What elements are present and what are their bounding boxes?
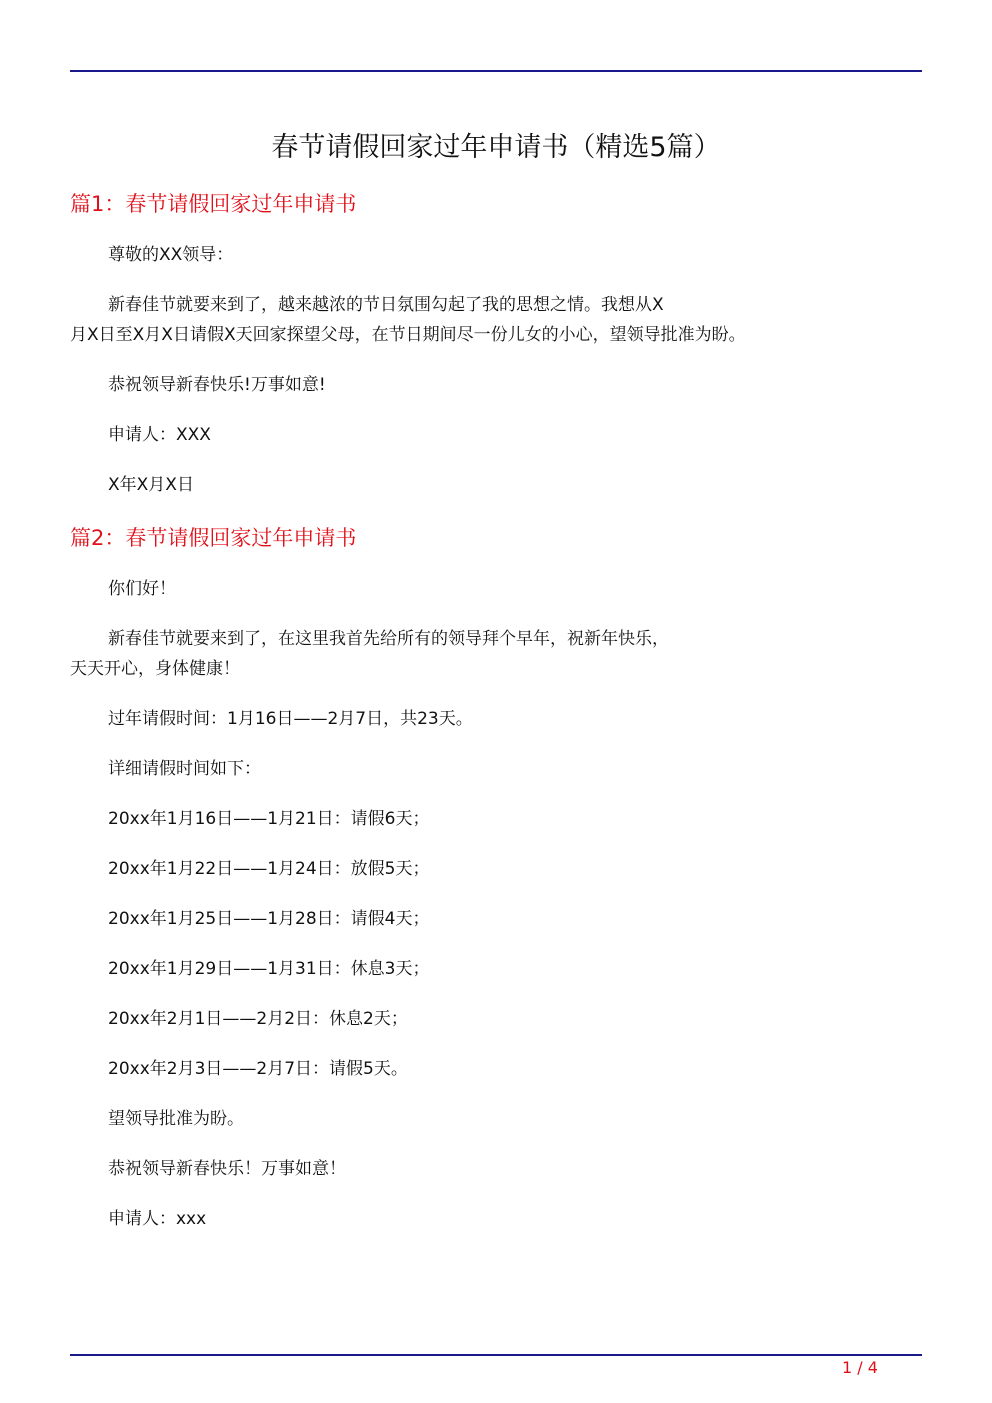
paragraph-text: 20xx年2月1日——2月2日：休息2天； (108, 1009, 408, 1029)
section-1-applicant (70, 420, 930, 450)
paragraph-text: 20xx年2月3日——2月7日：请假5天。 (108, 1059, 408, 1079)
footer-divider (70, 1354, 922, 1356)
paragraph-text: 申请人：XXX (108, 425, 211, 445)
page-indicator: 1 / 4 (842, 1358, 878, 1377)
paragraph-text: 尊敬的XX领导： (108, 245, 234, 265)
section-1-salutation (70, 240, 930, 270)
section-1-greeting (70, 370, 930, 400)
paragraph-text: X年X月X日 (108, 475, 194, 495)
paragraph-text: 20xx年1月29日——1月31日：休息3天； (108, 959, 430, 979)
section-2-schedule-item (70, 1004, 930, 1034)
paragraph-text: 过年请假时间：1月16日——2月7日，共23天。 (108, 709, 473, 729)
paragraph-text: 20xx年1月25日——1月28日：请假4天； (108, 909, 430, 929)
paragraph-text: 申请人：xxx (108, 1209, 207, 1229)
section-1-date (70, 470, 930, 500)
paragraph-text: 详细请假时间如下： (108, 759, 261, 779)
section-2-applicant (70, 1204, 930, 1234)
paragraph-text: 新春佳节就要来到了，在这里我首先给所有的领导拜个早年，祝新年快乐， (108, 629, 669, 649)
paragraph-text: 20xx年1月16日——1月21日：请假6天； (108, 809, 430, 829)
paragraph-text: 新春佳节就要来到了，越来越浓的节日氛围勾起了我的思想之情。我想从X (108, 295, 664, 315)
section-2-leave-period (70, 704, 930, 734)
section-2-request (70, 1104, 930, 1134)
section-2-schedule-item (70, 804, 930, 834)
paragraph-text: 恭祝领导新春快乐！万事如意！ (108, 1159, 346, 1179)
section-2-schedule-item (70, 854, 930, 884)
section-2-schedule-item (70, 904, 930, 934)
section-1-body-line-2: 月X日至X月X日请假X天回家探望父母，在节日期间尽一份儿女的小心，望领导批准为盼。 (70, 325, 746, 345)
section-1-heading: 篇1：春节请假回家过年申请书 (70, 192, 357, 216)
section-2-salutation (70, 574, 930, 604)
paragraph-text: 20xx年1月22日——1月24日：放假5天； (108, 859, 430, 879)
section-2-detail-intro (70, 754, 930, 784)
paragraph-text: 恭祝领导新春快乐!万事如意! (108, 375, 326, 395)
section-1-body-line-1 (70, 290, 930, 320)
section-2-schedule-item (70, 1054, 930, 1084)
paragraph-text: 望领导批准为盼。 (108, 1109, 244, 1129)
section-2-schedule-item (70, 954, 930, 984)
section-2-heading: 篇2：春节请假回家过年申请书 (70, 526, 357, 550)
section-2-body-line-1 (70, 624, 930, 654)
paragraph-text: 你们好！ (108, 579, 176, 599)
header-divider (70, 70, 922, 72)
section-2-greeting (70, 1154, 930, 1184)
document-title: 春节请假回家过年申请书（精选5篇） (271, 132, 721, 163)
section-2-body-line-2: 天天开心，身体健康！ (70, 659, 240, 679)
